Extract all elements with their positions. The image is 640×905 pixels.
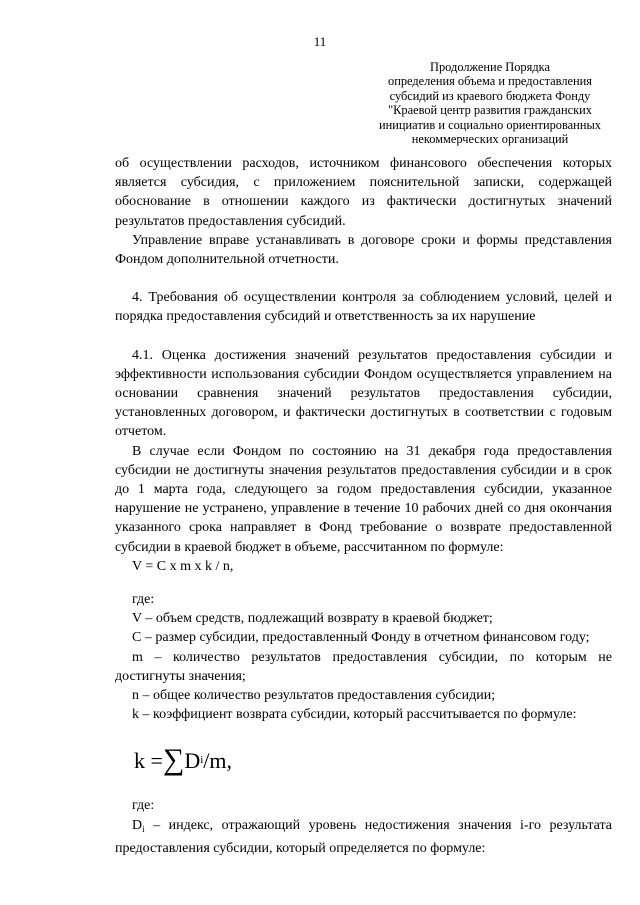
header-line: инициатив и социально ориентированных: [379, 117, 601, 132]
definition-n: n – общее количество результатов предоставления субсидии;: [132, 688, 496, 704]
document-body: [115, 154, 612, 858]
definition-m: m – количество результатов предоставления субсидии, по которым не достигнуты значения;: [115, 649, 612, 684]
di-letter: D: [132, 817, 143, 833]
header-line: некоммерческих организаций: [411, 132, 569, 147]
header-line: "Краевой центр развития гражданских: [388, 103, 592, 118]
definition-v: V – объем средств, подлежащий возврату в краевой бюджет;: [132, 611, 493, 627]
where-label-2: где:: [132, 798, 155, 814]
header-line: субсидий из краевого бюджета Фонду: [389, 88, 591, 103]
definition-k: k – коэффициент возврата субсидии, который рассчитывается по формуле:: [132, 707, 577, 723]
formula-subscript: i: [200, 753, 204, 766]
page-number: 11: [313, 34, 327, 49]
formula-lhs: k =: [134, 747, 163, 773]
where-label: где:: [132, 592, 155, 608]
definition-c: C – размер субсидии, предоставленный Фонду в отчетном финансовом году;: [132, 630, 590, 646]
header-line: Продолжение Порядка: [430, 60, 550, 74]
formula-rest: /m,: [203, 747, 232, 773]
sum-symbol: ∑: [162, 743, 185, 777]
paragraph-4-1: 4.1. Оценка достижения значений результатов предоставления субсидии и эффективности использования субсидии Фондом осуществляется управлением на основании сравнения значений результатов предоставления субсидии, установленных договором, и фактически достигнутых в соответствии с годовым отчетом.: [115, 347, 612, 440]
formula-volume: V = C x m x k / n,: [132, 558, 234, 574]
di-subscript: i: [142, 823, 145, 834]
paragraph-report-continuation: об осуществлении расходов, источником финансового обеспечения которых является субсидия, с приложением пояснительной записки, содержащей обоснование в отношении каждого из фактически достигнутых значений результатов предоставления субсидий.: [115, 156, 612, 229]
header-line: определения объема и предоставления: [388, 74, 592, 89]
formula-d: D: [184, 747, 201, 773]
paragraph-return-requirement: В случае если Фондом по состоянию на 31 декабря года предоставления субсидии не достигнуты значения результатов предоставления субсидии и в срок до 1 марта года, следующего за годом предоставления субсидии, указанное нарушение не устранено, управление в течение 10 рабочих дней со дня окончания указанного срока направляет в Фонд требование о возврате предоставленной субсидии в краевой бюджет в объеме, рассчитанном по формуле:: [115, 443, 612, 555]
di-text: – индекс, отражающий уровень недостижения значения i-го результата предоставления субсидии, который определяется по формуле:: [115, 817, 612, 856]
continuation-header: [368, 60, 612, 146]
definition-di: [115, 816, 612, 858]
formula-coefficient: [134, 738, 612, 782]
paragraph-additional-reporting: Управление вправе устанавливать в договоре сроки и формы представления Фондом дополнительной отчетности.: [115, 232, 612, 268]
section-heading: 4. Требования об осуществлении контроля за соблюдением условий, целей и порядка предоставления субсидий и ответственность за их нарушение: [115, 290, 612, 325]
